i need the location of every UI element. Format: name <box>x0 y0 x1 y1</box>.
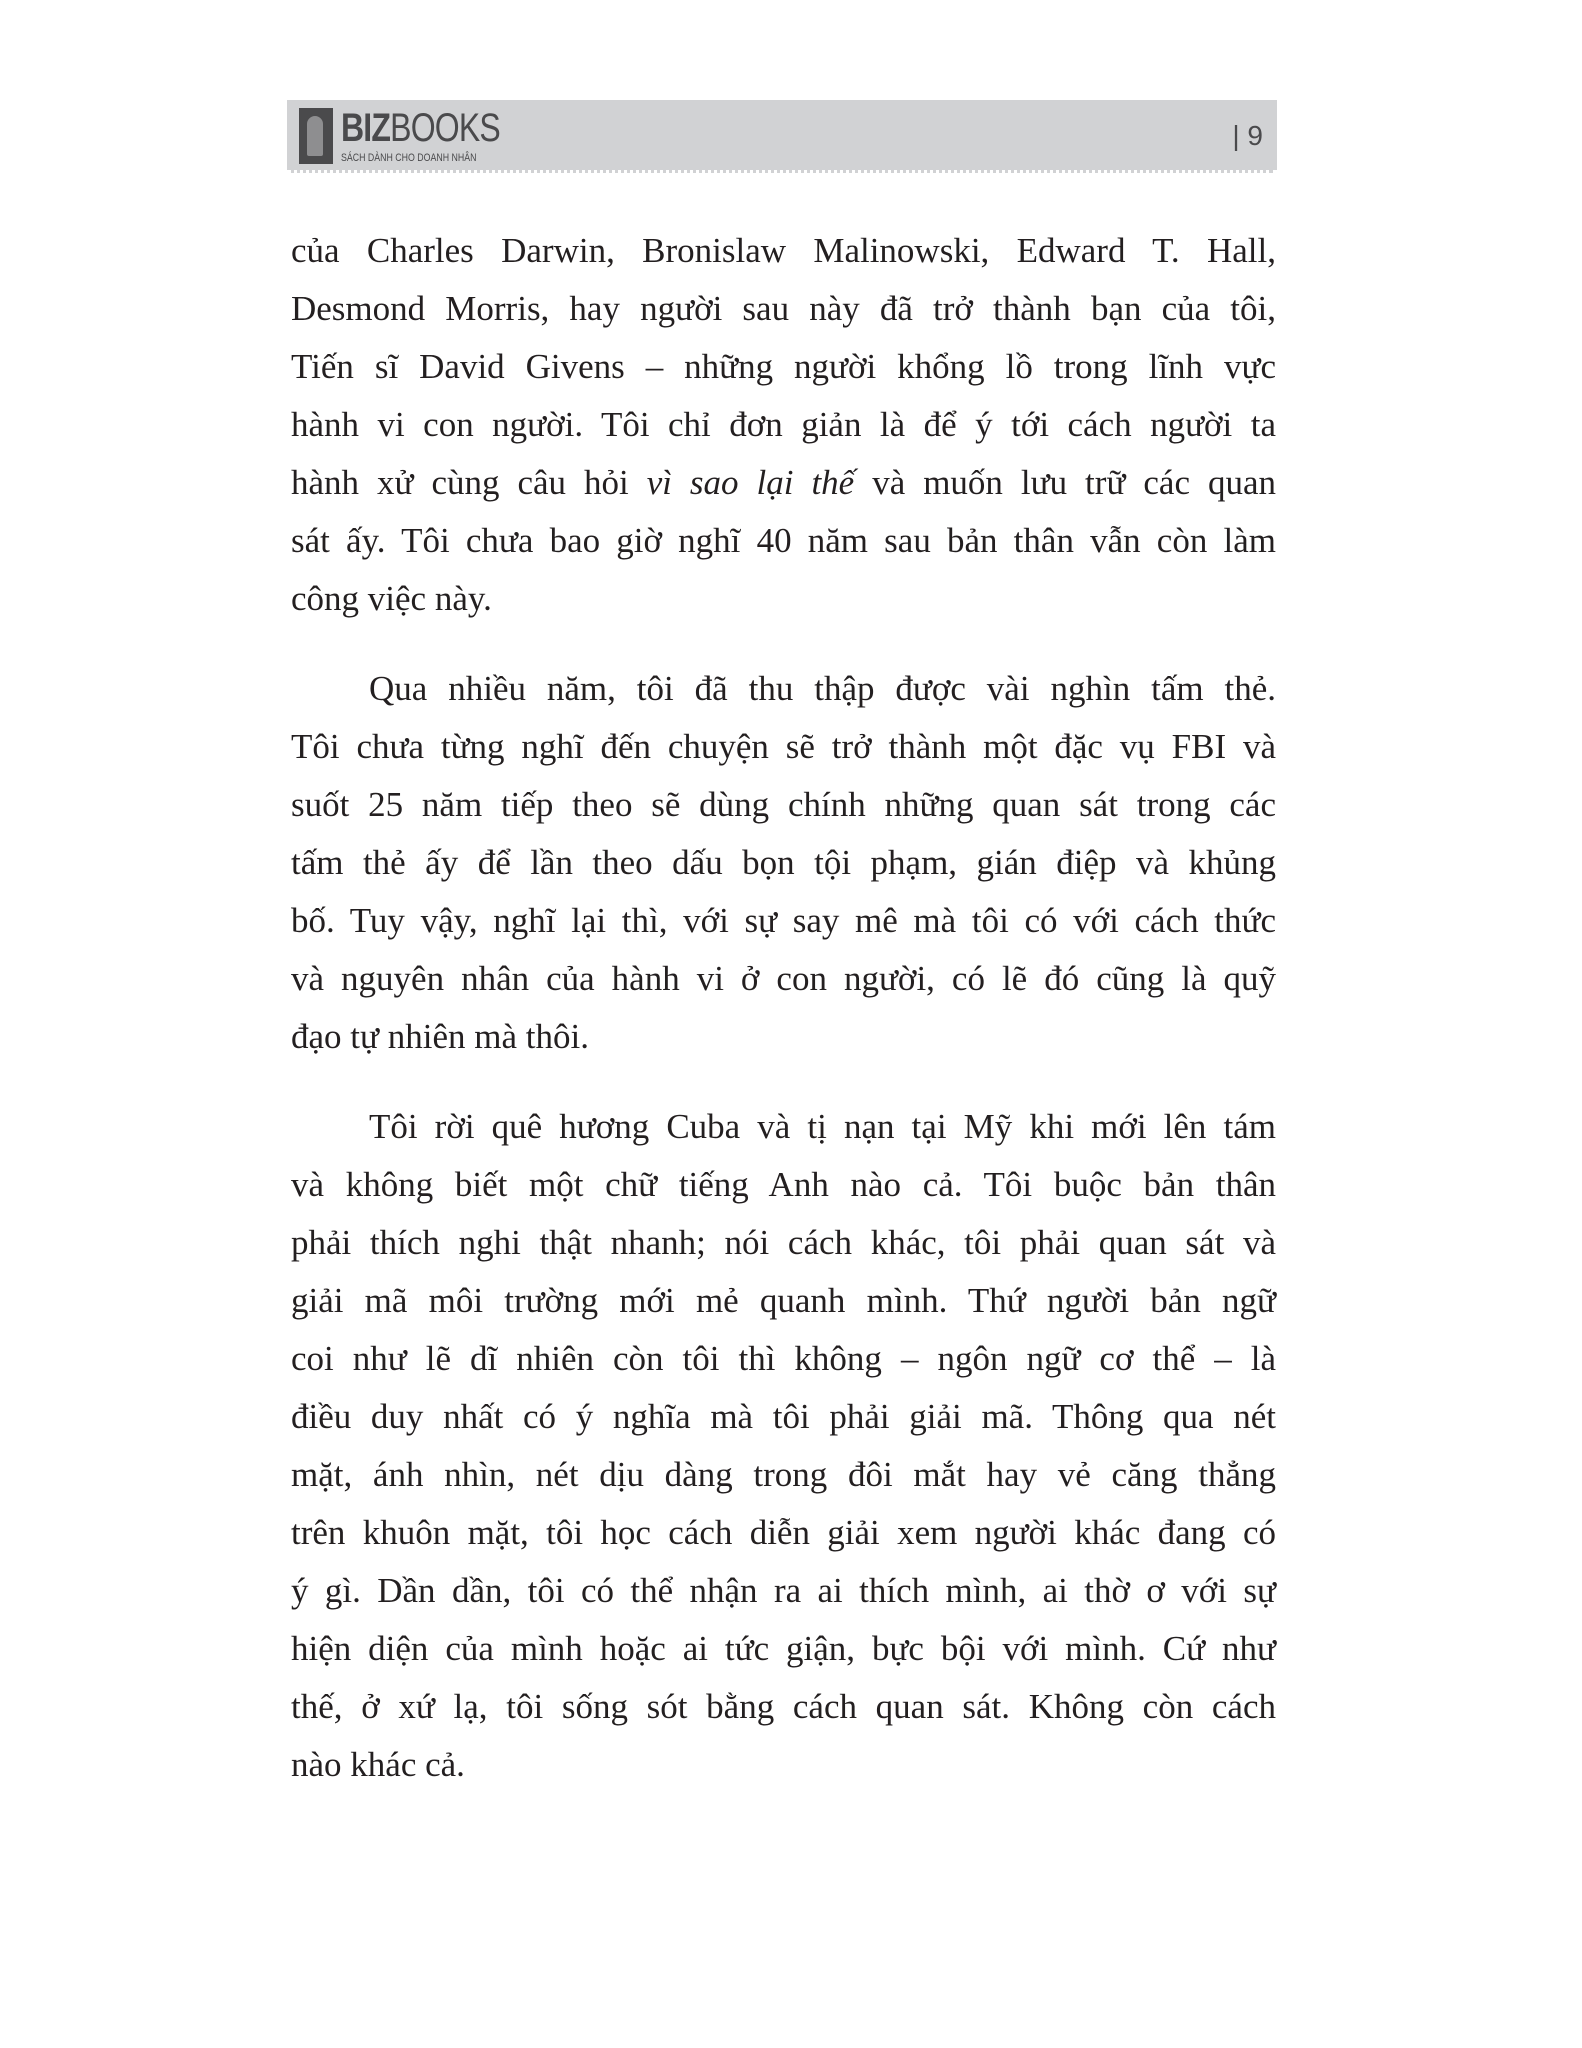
text-line: giải mã môi trường mới mẻ quanh mình. Thứ người bản ngữ <box>291 1281 1276 1320</box>
italic-phrase: vì sao lại thế <box>646 463 855 502</box>
text-line: của Charles Darwin, Bronislaw Malinowski, Edward T. Hall, <box>291 231 1276 270</box>
text-span: hành xử cùng câu hỏi <box>291 463 647 502</box>
text-line: và nguyên nhân của hành vi ở con người, có lẽ đó cũng là quỹ <box>291 959 1276 998</box>
paragraph <box>291 222 1276 628</box>
body-text <box>291 222 1276 1826</box>
text-line: coi như lẽ dĩ nhiên còn tôi thì không – ngôn ngữ cơ thể – là <box>291 1339 1276 1378</box>
bizbooks-logo <box>299 108 540 164</box>
text-line: Tiến sĩ David Givens – những người khổng lồ trong lĩnh vực <box>291 347 1276 386</box>
page-number: | 9 <box>1232 120 1263 151</box>
text-line: Desmond Morris, hay người sau này đã trở thành bạn của tôi, <box>291 289 1276 328</box>
text-line: trên khuôn mặt, tôi học cách diễn giải xem người khác đang có <box>291 1513 1276 1552</box>
text-line: và không biết một chữ tiếng Anh nào cả. Tôi buộc bản thân <box>291 1165 1276 1204</box>
text-line: Tôi rời quê hương Cuba và tị nạn tại Mỹ khi mới lên tám <box>369 1107 1276 1146</box>
paragraph <box>291 660 1276 1066</box>
text-line: sát ấy. Tôi chưa bao giờ nghĩ 40 năm sau bản thân vẫn còn làm <box>291 521 1276 560</box>
page-header <box>287 100 1277 173</box>
text-line: Qua nhiều năm, tôi đã thu thập được vài nghìn tấm thẻ. <box>369 669 1276 708</box>
text-line: nào khác cả. <box>291 1745 465 1784</box>
text-span: và muốn lưu trữ các quan <box>854 463 1276 502</box>
text-line: hành vi con người. Tôi chỉ đơn giản là để ý tới cách người ta <box>291 405 1276 444</box>
text-line: ý gì. Dần dần, tôi có thể nhận ra ai thích mình, ai thờ ơ với sự <box>291 1571 1276 1610</box>
text-line: Tôi chưa từng nghĩ đến chuyện sẽ trở thành một đặc vụ FBI và <box>291 727 1276 766</box>
text-line: thế, ở xứ lạ, tôi sống sót bằng cách quan sát. Không còn cách <box>291 1687 1276 1726</box>
text-line: tấm thẻ ấy để lần theo dấu bọn tội phạm, gián điệp và khủng <box>291 843 1276 882</box>
text-line: phải thích nghi thật nhanh; nói cách khác, tôi phải quan sát và <box>291 1223 1276 1262</box>
text-line: đạo tự nhiên mà thôi. <box>291 1017 589 1056</box>
logo-emblem-icon <box>299 108 333 164</box>
text-line: mặt, ánh nhìn, nét dịu dàng trong đôi mắt hay vẻ căng thẳng <box>291 1455 1276 1494</box>
text-line: bố. Tuy vậy, nghĩ lại thì, với sự say mê mà tôi có với cách thức <box>291 901 1276 940</box>
paragraph <box>291 1098 1276 1794</box>
brand-name: BIZBOOKS <box>341 106 500 150</box>
text-line <box>291 454 1276 512</box>
text-line: hiện diện của mình hoặc ai tức giận, bực bội với mình. Cứ như <box>291 1629 1276 1668</box>
text-line: công việc này. <box>291 579 492 618</box>
text-line: điều duy nhất có ý nghĩa mà tôi phải giải mã. Thông qua nét <box>291 1397 1276 1436</box>
brand-tagline: SÁCH DÀNH CHO DOANH NHÂN <box>341 152 477 164</box>
text-line: suốt 25 năm tiếp theo sẽ dùng chính những quan sát trong các <box>291 785 1276 824</box>
